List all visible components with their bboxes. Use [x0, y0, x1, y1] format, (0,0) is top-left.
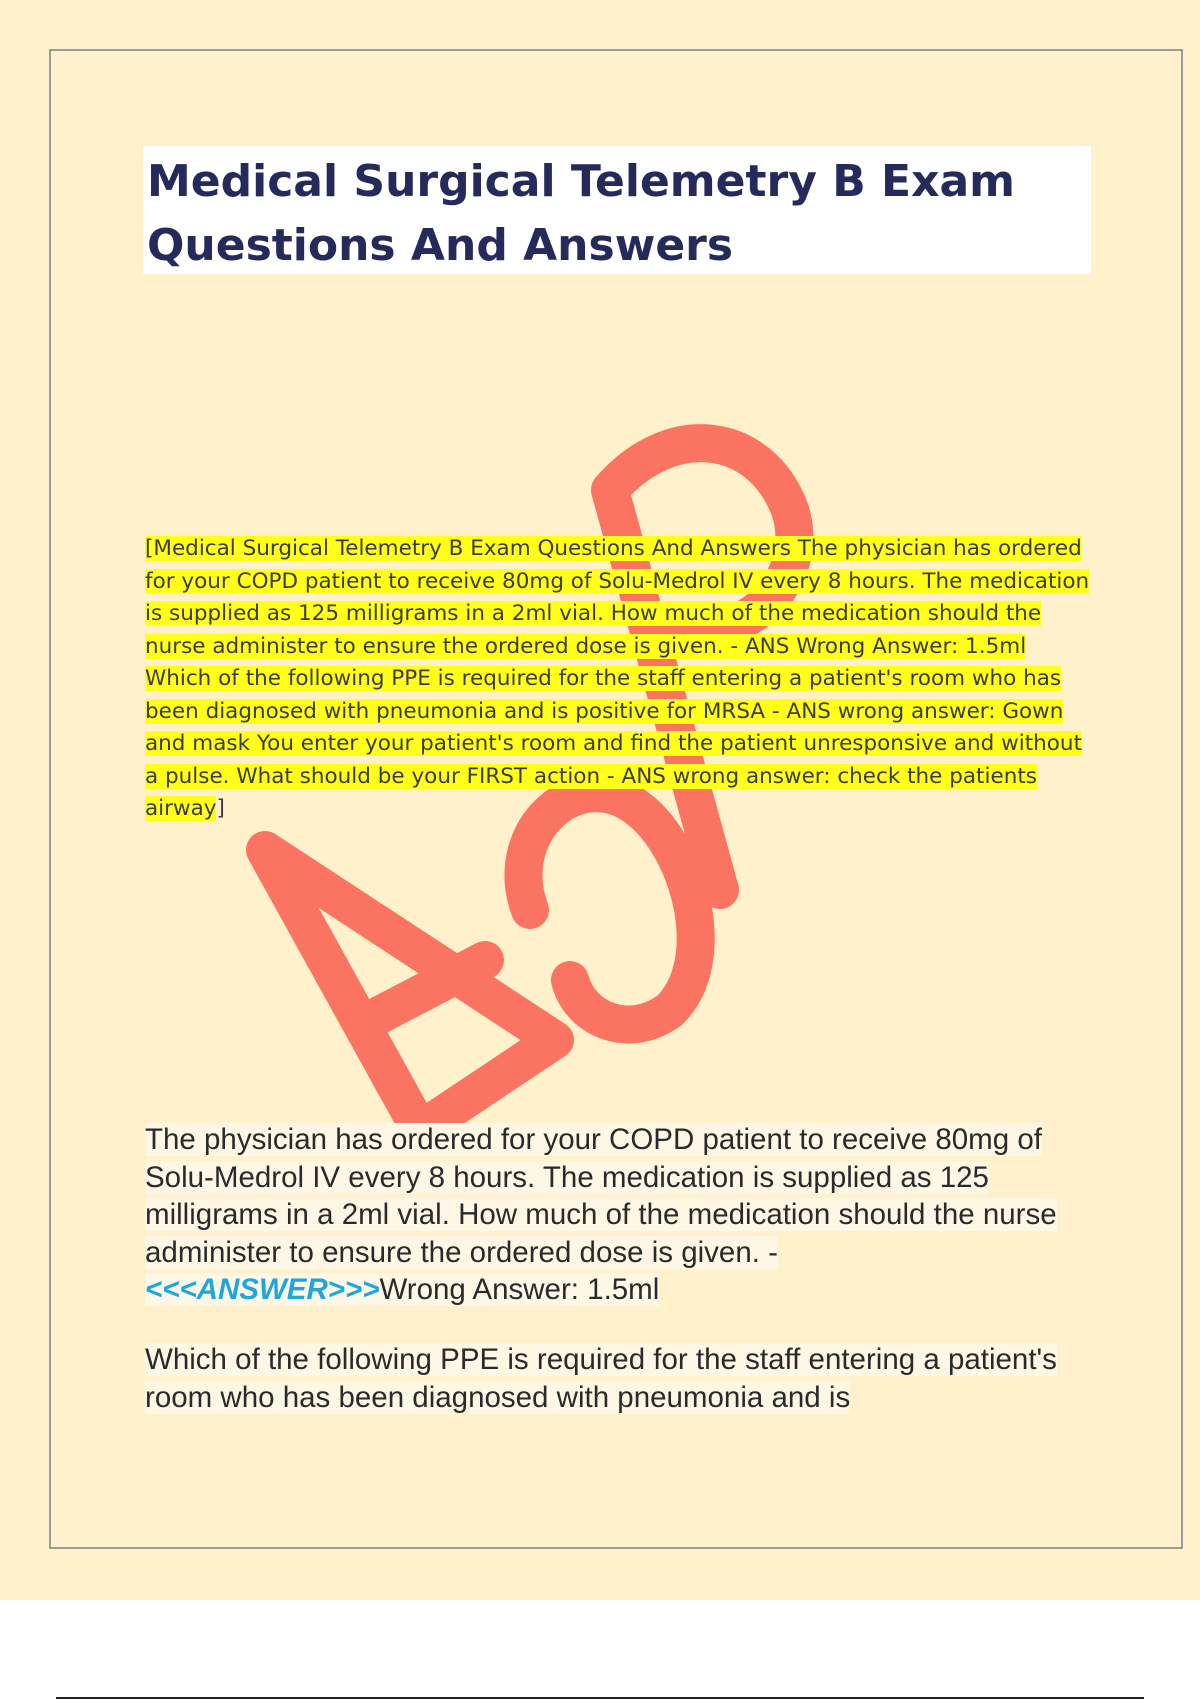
- footer-divider: [56, 1697, 1144, 1699]
- question-1: [145, 1121, 1095, 1309]
- question-2-text: Which of the following PPE is required for the staff entering a patient's room who has been diagnosed with pneumonia and is: [145, 1343, 1057, 1414]
- summary-highlight: [Medical Surgical Telemetry B Exam Questions And Answers The physician has ordered for your COPD patient to receive 80mg of Solu-Medrol IV every 8 hours. The medication is supplied as 125 milligrams in a 2ml vial. How much of the medication should the nurse administer to ensure the ordered dose is given. - ANS Wrong Answer: 1.5ml Which of the following PPE is required for the staff entering a patient's room who has been diagnosed with pneumonia and is positive for MRSA - ANS wrong answer: Gown and mask You enter your patient's room and find the patient unresponsive and without a pulse. What should be your FIRST action - ANS wrong answer: check the patients airway: [145, 536, 1090, 821]
- question-2: [145, 1341, 1095, 1416]
- answer-1-text: Wrong Answer: 1.5ml: [379, 1273, 660, 1306]
- answer-1-tag: <<<ANSWER>>>: [145, 1273, 380, 1306]
- summary-paragraph: [145, 533, 1095, 826]
- question-1-text: The physician has ordered for your COPD patient to receive 80mg of Solu-Medrol IV every 8 hours. The medication is supplied as 125 milligrams in a 2ml vial. How much of the medication should the nurse administer to ensure the ordered dose is given. -: [145, 1123, 1057, 1269]
- document-title: Medical Surgical Telemetry B Exam Questions And Answers: [147, 156, 1016, 271]
- summary-close-bracket: ]: [216, 796, 225, 821]
- title-box: [143, 146, 1091, 274]
